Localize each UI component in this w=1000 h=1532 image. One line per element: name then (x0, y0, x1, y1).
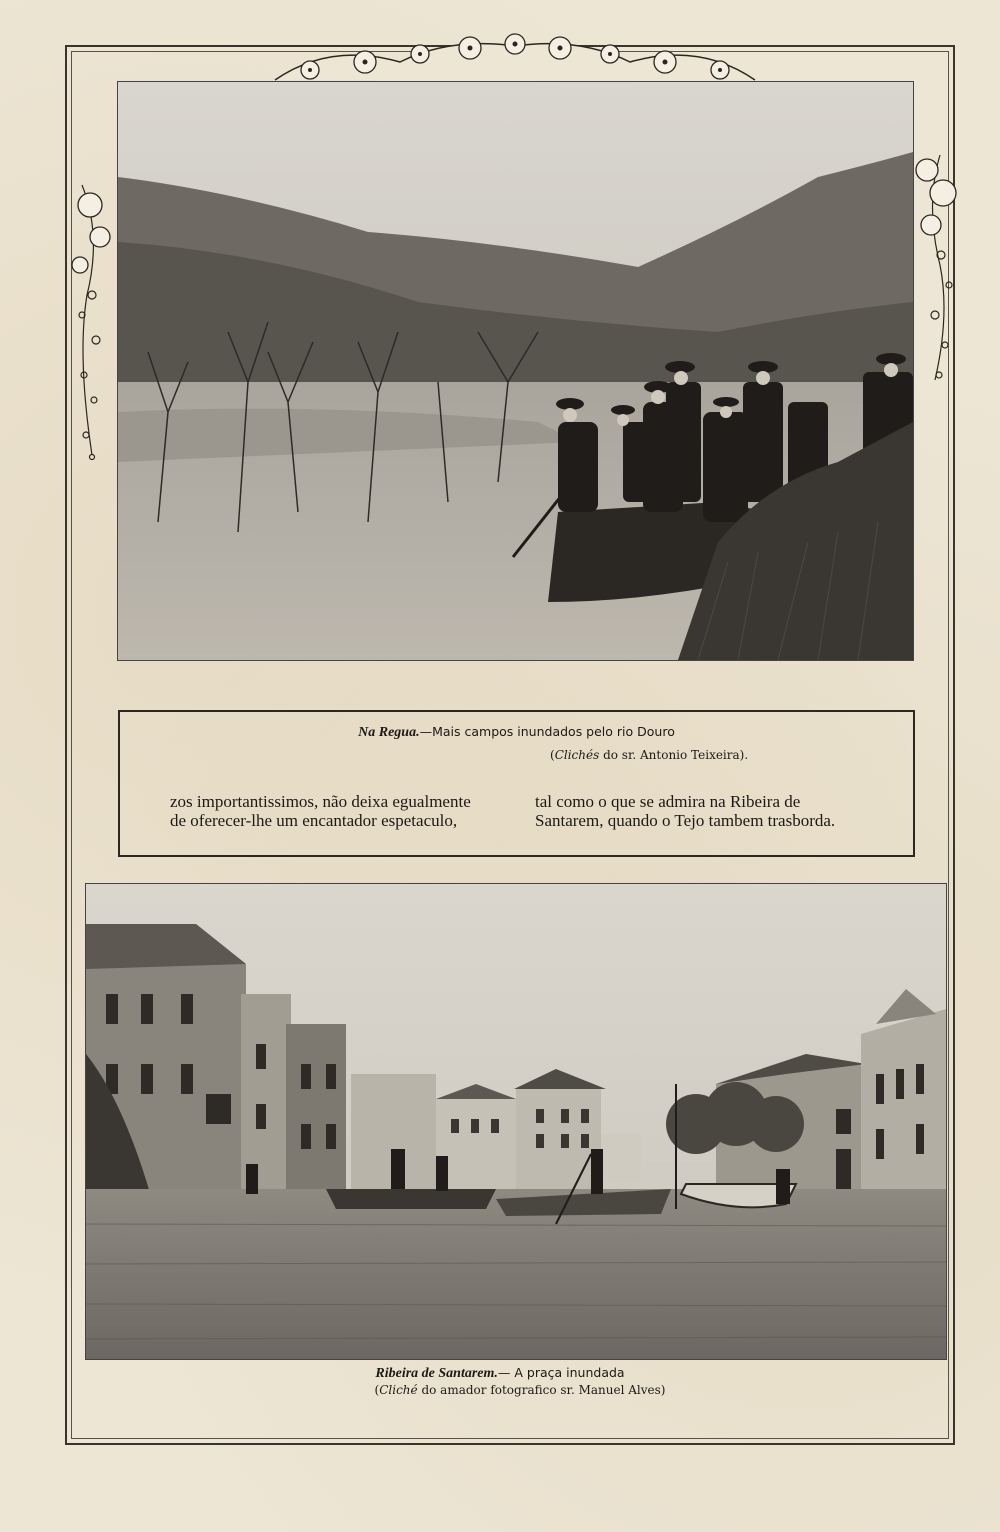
caption-box (118, 710, 915, 857)
bottom-photo-caption (0, 1365, 1000, 1398)
top-credit-rest: do sr. Antonio Teixeira). (599, 748, 749, 762)
right-line-2: Santarem, quando o Tejo tambem trasborda. (535, 811, 836, 830)
floral-ornament-right (905, 145, 965, 385)
top-caption-rest: —Mais campos inundados pelo rio Douro (419, 724, 675, 739)
top-credit-italic: Clichés (554, 748, 600, 762)
photo-flooded-square-santarem (86, 884, 946, 1359)
photo-flooded-fields-douro (118, 82, 913, 660)
top-caption-lead: Na Regua. (358, 725, 420, 740)
floral-ornament-left (62, 175, 122, 465)
top-photo-caption (120, 724, 913, 741)
right-line-1: tal como o que se admira na Ribeira de (535, 792, 801, 811)
bottom-caption-lead: Ribeira de Santarem. (375, 1366, 498, 1381)
bottom-credit-open: ( (374, 1383, 380, 1397)
bottom-photo-credit (0, 1382, 1000, 1398)
top-credit-open: ( (550, 748, 555, 762)
bottom-credit-rest: do amador fotografico sr. Manuel Alves) (417, 1383, 666, 1397)
top-photo-credit (550, 748, 748, 762)
floral-ornament-top (270, 32, 760, 84)
body-text-right-column (535, 792, 870, 830)
left-line-2: de oferecer-lhe um encantador espetaculo, (170, 811, 458, 830)
body-text-left-column (170, 792, 510, 830)
bottom-credit-italic: Cliché (379, 1383, 418, 1397)
bottom-caption-rest: — A praça inundada (497, 1365, 625, 1380)
left-line-1: zos importantissimos, não deixa egualmente (170, 792, 471, 811)
